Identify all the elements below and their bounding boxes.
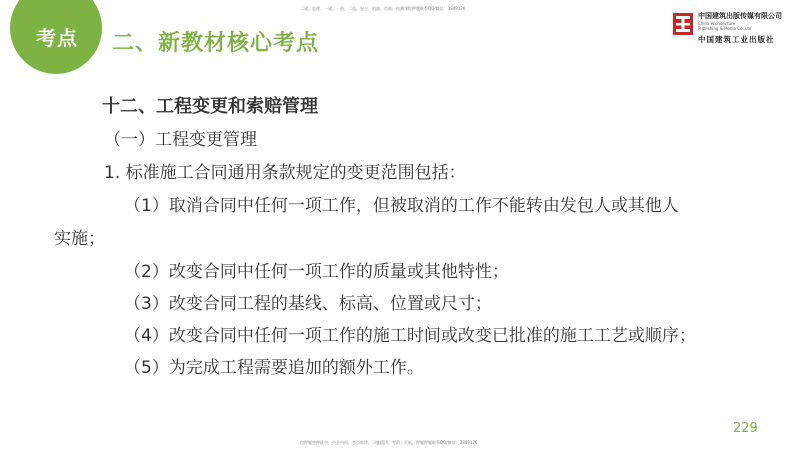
content-item-5: （4）改变合同中任何一项工作的施工时间或改变已批准的施工工艺或顺序； (124, 326, 696, 346)
content-heading: 十二、工程变更和索赔管理 (102, 96, 318, 117)
content-item-2b: 实施； (54, 229, 105, 249)
publisher-name-en-line2: Publishing & Media Co.,Ltd (698, 26, 752, 31)
content-item-6: （5）为完成工程需要追加的额外工作。 (124, 358, 424, 378)
page-number: 229 (733, 421, 758, 436)
publisher-name-cn: 中国建筑出版传媒有限公司 (698, 12, 782, 20)
badge-label: 考点 (36, 26, 78, 50)
content-item-4: （3）改变合同工程的基线、标高、位置或尺寸； (124, 294, 492, 314)
publisher-name-en (698, 21, 751, 31)
publisher-logo-icon (672, 12, 694, 36)
content-item-1: 1. 标准施工合同通用条款规定的变更范围包括： (104, 163, 466, 183)
publisher-logo (672, 11, 796, 45)
content-item-3: （2）改变合同中任何一项工作的质量或其他特性； (124, 262, 509, 282)
publisher-brand: 中国建筑工业出版社 (698, 35, 775, 44)
content-subheading: （一）工程变更管理 (104, 130, 257, 150)
publisher-name-en-line1: China Architecture (698, 21, 736, 26)
content-item-2a: （1）取消合同中任何一项工作，但被取消的工作不能转由发包人或其他人 (124, 196, 679, 216)
section-title: 二、新教材核心考点 (112, 31, 320, 56)
top-watermark-note: 二建、监理、一建、一造、二造、安全、消防、咨询、检测课程押题联系QQ/微信：3849176 (300, 6, 466, 11)
bottom-watermark-note: 包押题密押班中，央企内训，考点串讲，习题精讲，考前三页纸，押题押题联系QQ/微信：3849176 (300, 440, 478, 445)
